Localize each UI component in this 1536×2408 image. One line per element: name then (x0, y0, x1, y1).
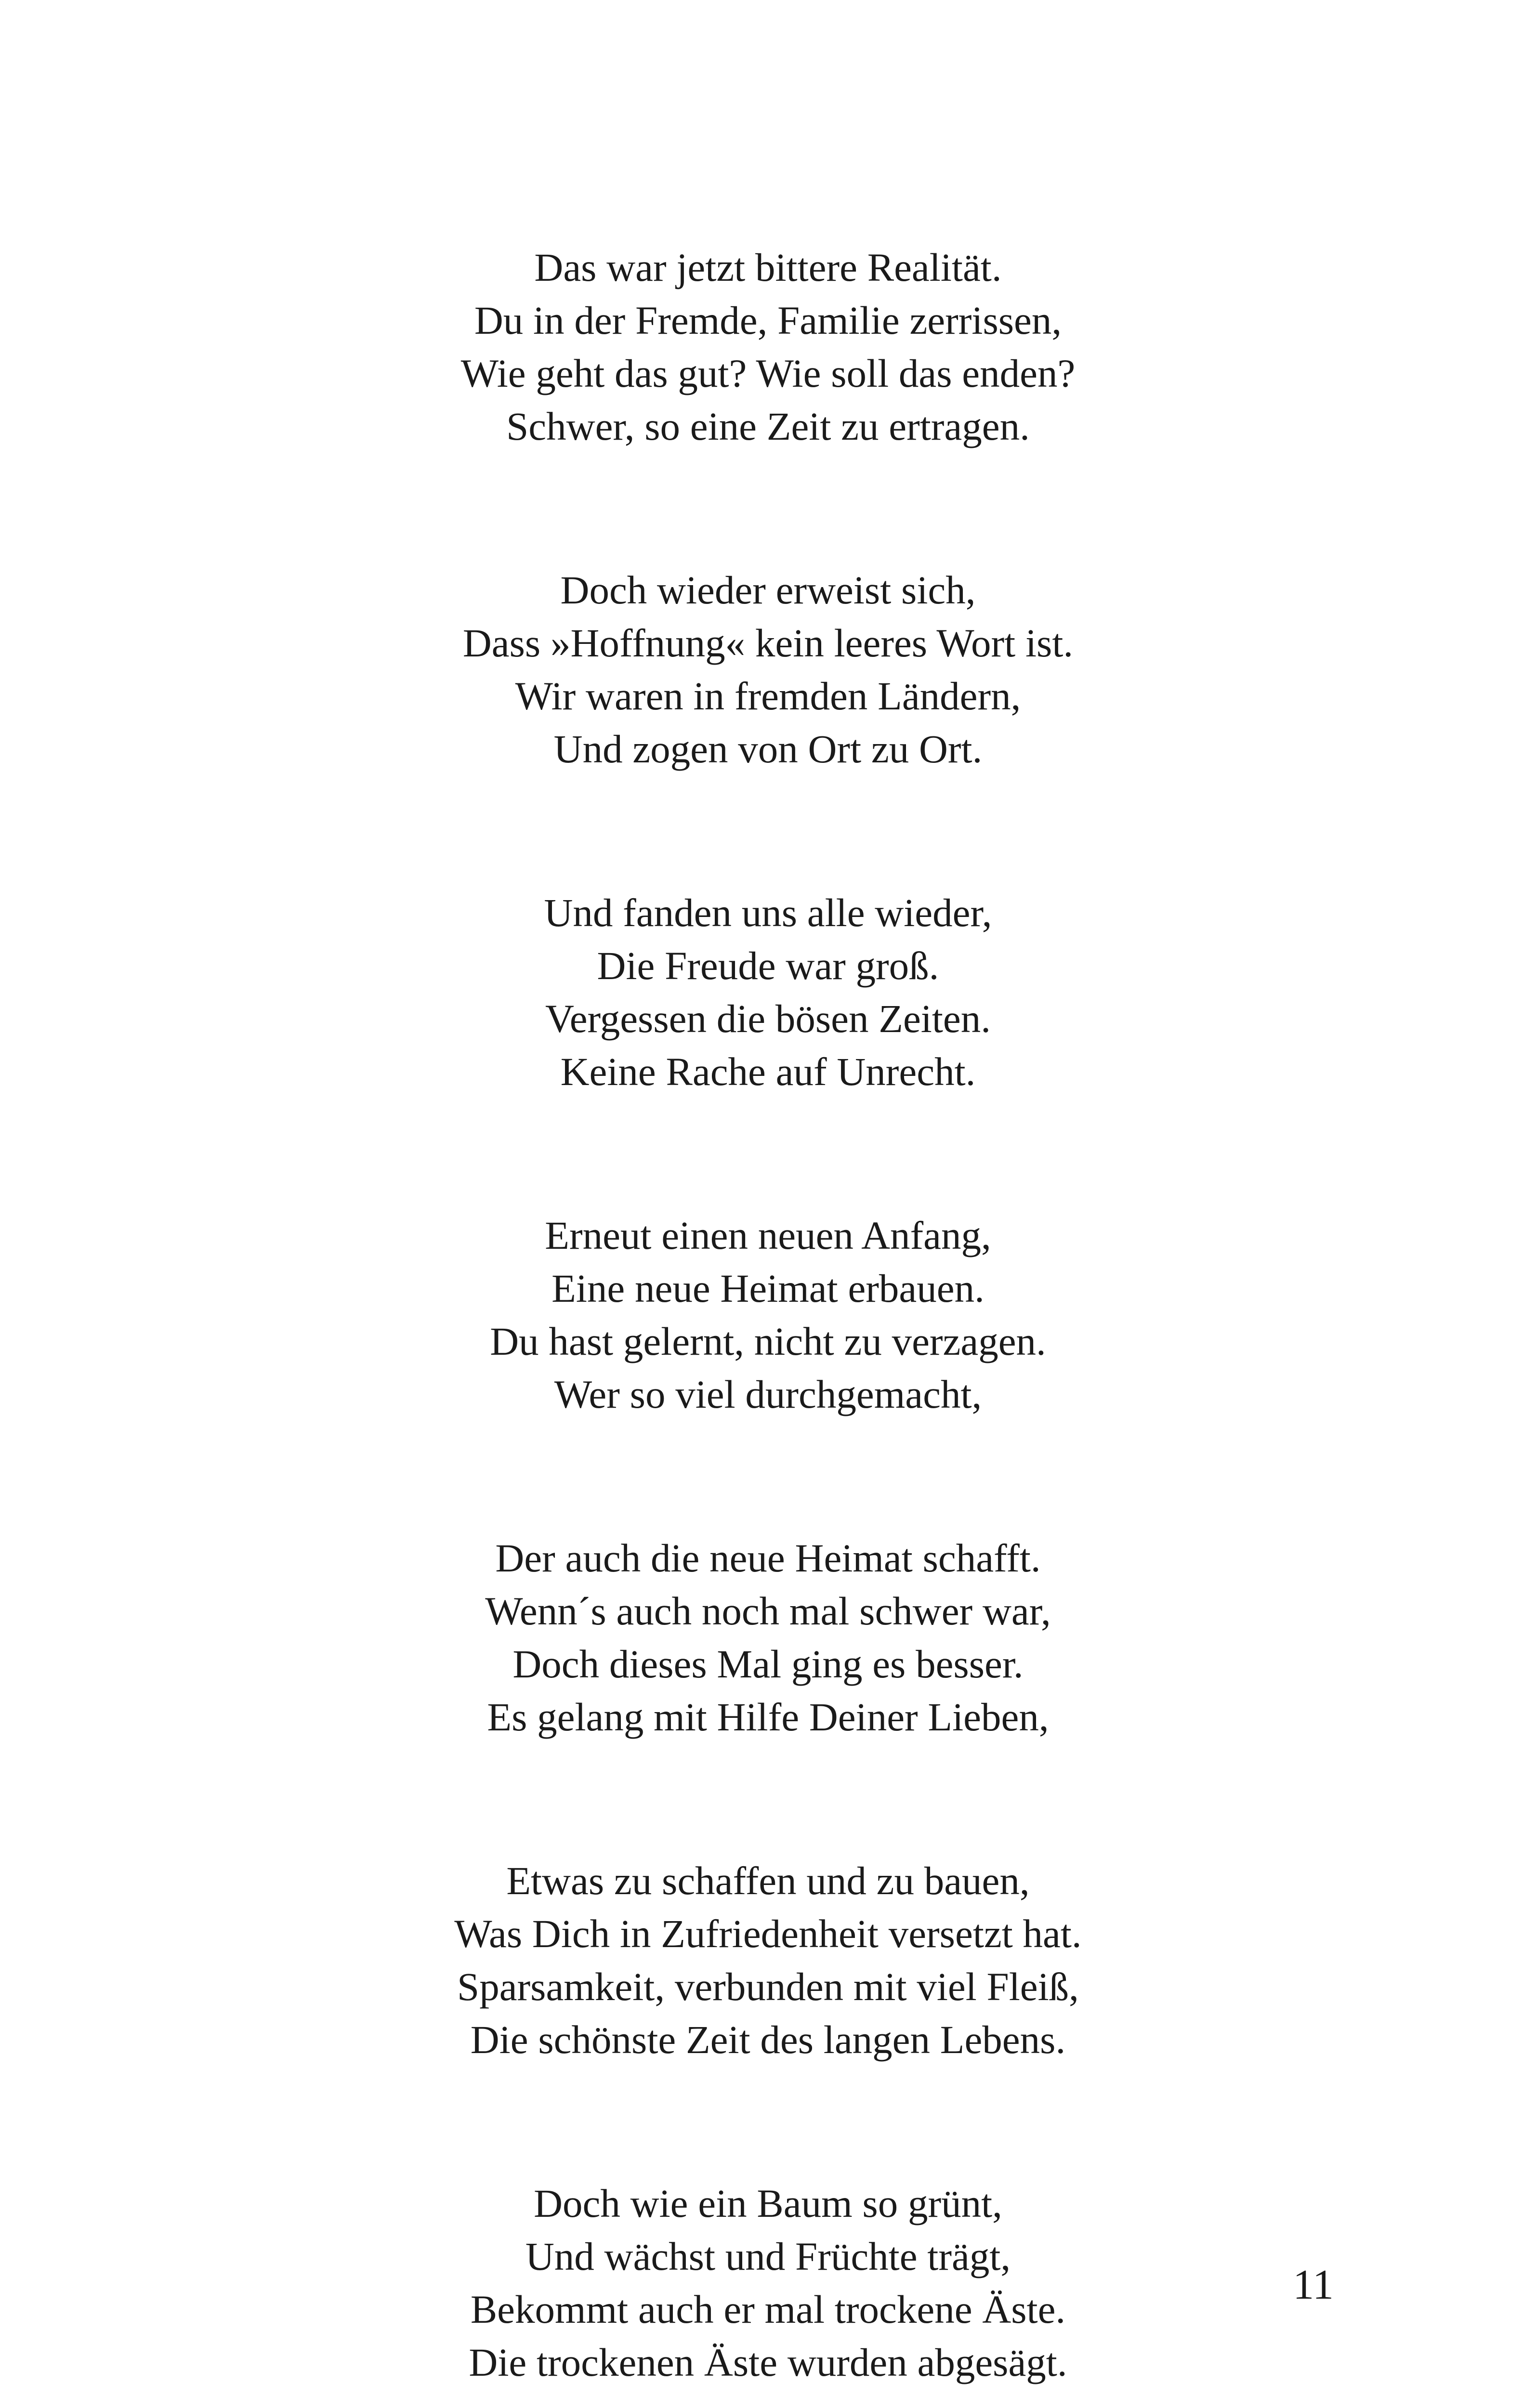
stanza-3 (0, 886, 1536, 1098)
poem-line: Bekommt auch er mal trockene Äste. (470, 2287, 1066, 2331)
stanza-4 (0, 1209, 1536, 1421)
stanza-6 (0, 1854, 1536, 2066)
stanza-5 (0, 1531, 1536, 1743)
poem-line: Die trockenen Äste wurden abgesägt. (469, 2340, 1067, 2384)
poem-line: Etwas zu schaffen und zu bauen, (506, 1858, 1030, 1903)
poem-line: Wer so viel durchgemacht, (554, 1372, 982, 1416)
poem-line: Es gelang mit Hilfe Deiner Lieben, (487, 1695, 1049, 1739)
poem-line: Der auch die neue Heimat schafft. (495, 1536, 1041, 1580)
poem-line: Und zogen von Ort zu Ort. (553, 727, 983, 771)
stanza-2 (0, 563, 1536, 775)
poem-line: Eine neue Heimat erbauen. (551, 1266, 985, 1310)
poem-line: Wenn´s auch noch mal schwer war, (485, 1589, 1051, 1633)
poem-line: Die Freude war groß. (597, 943, 939, 988)
page-number: 11 (1293, 2262, 1334, 2308)
poem-line: Das war jetzt bittere Realität. (534, 245, 1002, 289)
poem-line: Schwer, so eine Zeit zu ertragen. (506, 404, 1030, 448)
poem-line: Wir waren in fremden Ländern, (515, 674, 1021, 718)
stanza-1 (0, 241, 1536, 453)
poem-line: Doch dieses Mal ging es besser. (512, 1642, 1024, 1686)
poem-line: Dass »Hoffnung« kein leeres Wort ist. (462, 621, 1074, 665)
poem-line: Wie geht das gut? Wie soll das enden? (460, 351, 1076, 395)
poem-line: Was Dich in Zufriedenheit versetzt hat. (454, 1911, 1082, 1956)
poem-line: Du hast gelernt, nicht zu verzagen. (490, 1319, 1046, 1363)
poem-line: Die schönste Zeit des langen Lebens. (470, 2017, 1066, 2062)
poem-line: Doch wie ein Baum so grünt, (534, 2181, 1002, 2225)
poem (0, 241, 1536, 2389)
poem-line: Du in der Fremde, Familie zerrissen, (474, 298, 1062, 342)
poem-line: Doch wieder erweist sich, (560, 568, 976, 612)
poem-line: Keine Rache auf Unrecht. (560, 1049, 976, 1094)
poem-line: Und fanden uns alle wieder, (544, 890, 992, 935)
poem-line: Sparsamkeit, verbunden mit viel Fleiß, (457, 1964, 1079, 2009)
poem-line: Und wächst und Früchte trägt, (525, 2234, 1011, 2278)
poem-line: Erneut einen neuen Anfang, (545, 1213, 991, 1257)
poem-line: Vergessen die bösen Zeiten. (545, 996, 991, 1041)
